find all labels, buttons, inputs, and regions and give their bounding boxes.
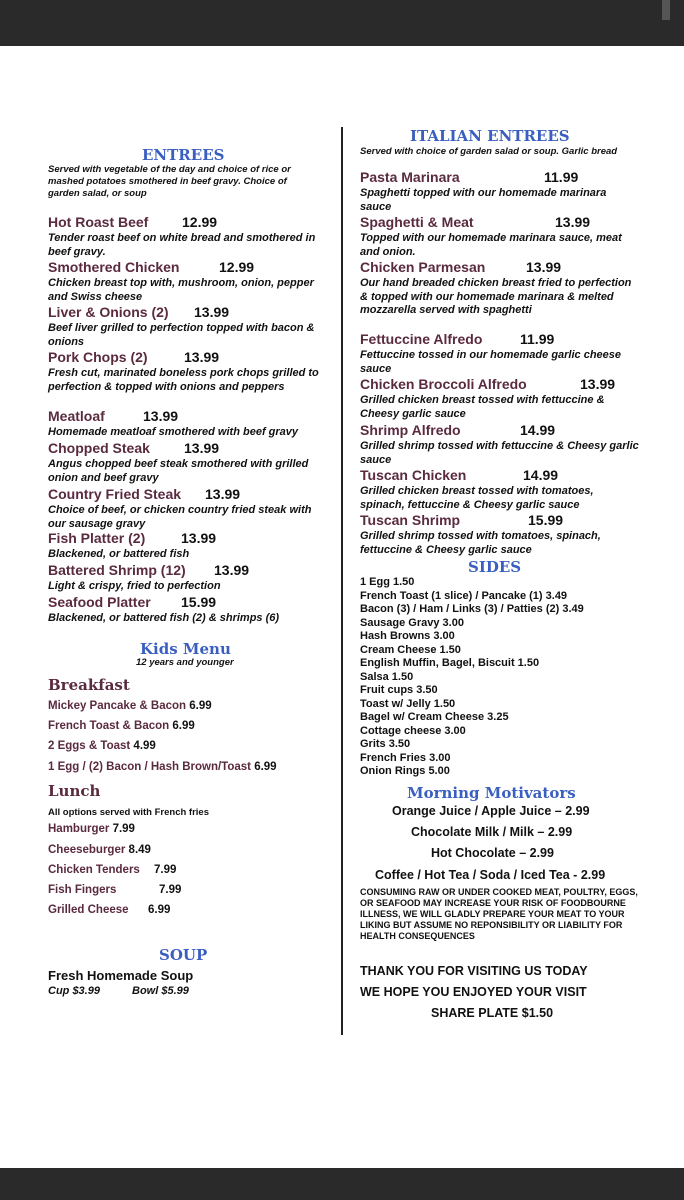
- kids-breakfast-item: [48, 761, 277, 773]
- morning-item: Hot Chocolate – 2.99: [431, 846, 554, 860]
- entree-description: Beef liver grilled to perfection topped with bacon & onions: [48, 322, 315, 348]
- side-item: French Fries 3.00: [360, 751, 451, 764]
- kids-lunch-item: [48, 844, 248, 856]
- kids-breakfast-item: [48, 700, 212, 712]
- lunch-title: Lunch: [48, 782, 101, 800]
- kids-item-name: Chicken Tenders: [48, 864, 140, 876]
- entree-price: 15.99: [181, 594, 217, 610]
- share-plate: SHARE PLATE $1.50: [431, 1006, 554, 1020]
- italian-price: 13.99: [526, 259, 562, 275]
- italian-price: 14.99: [523, 467, 559, 483]
- entree-description: Chicken breast top with, mushroom, onion, pepper and Swiss cheese: [48, 277, 314, 303]
- side-item: Grits 3.50: [360, 738, 411, 750]
- italian-item: [360, 214, 660, 232]
- kids-item-price: 7.99: [112, 823, 135, 835]
- side-item: Bacon (3) / Ham / Links (3) / Patties (2) 3.49: [360, 603, 584, 615]
- italian-name: Shrimp Alfredo: [360, 422, 461, 438]
- italian-entrees-note: Served with choice of garden salad or soup. Garlic bread: [360, 146, 618, 157]
- kids-lunch-item: [48, 823, 248, 835]
- italian-name: Tuscan Chicken: [360, 467, 467, 483]
- kids-breakfast-item: [48, 720, 195, 732]
- kids-item-name: 2 Eggs & Toast: [48, 740, 131, 752]
- entree-item: [48, 259, 333, 277]
- kids-lunch-item: [48, 904, 248, 916]
- side-item: Fruit cups 3.50: [360, 684, 438, 696]
- italian-item: [360, 512, 660, 530]
- breakfast-title: Breakfast: [48, 676, 130, 694]
- kids-lunch-item: [48, 864, 248, 876]
- entree-name: Pork Chops (2): [48, 349, 148, 365]
- italian-item: [360, 331, 660, 349]
- side-item: Cream Cheese 1.50: [360, 643, 461, 656]
- kids-item-price: 8.49: [128, 844, 151, 856]
- entree-price: 13.99: [205, 486, 241, 502]
- italian-description: Grilled chicken breast tossed with fettuccine & Cheesy garlic sauce: [360, 394, 605, 420]
- kids-item-name: Hamburger: [48, 823, 110, 835]
- entree-name: Fish Platter (2): [48, 530, 146, 546]
- entrees-note: Served with vegetable of the day and choice of rice or mashed potatoes smothered in beef gravy. Choice of garden salad, or soup: [48, 164, 291, 199]
- entree-price: 13.99: [214, 562, 250, 578]
- entree-description: Blackened, or battered fish (2) & shrimps (6): [48, 612, 280, 624]
- kids-item-name: 1 Egg / (2) Bacon / Hash Brown/Toast: [48, 761, 251, 773]
- italian-item: [360, 259, 660, 277]
- entree-description: Choice of beef, or chicken country fried steak with our sausage gravy: [48, 504, 312, 530]
- entree-name: Chopped Steak: [48, 440, 150, 456]
- entree-description: Angus chopped beef steak smothered with grilled onion and beef gravy: [48, 458, 309, 484]
- entree-item: [48, 440, 333, 458]
- entree-description: Blackened, or battered fish: [48, 548, 190, 560]
- italian-description: Our hand breaded chicken breast fried to perfection & topped with our homemade marinara & melted mozzarella served with spaghetti: [360, 277, 632, 316]
- kids-item-price: 6.99: [148, 904, 171, 916]
- italian-name: Pasta Marinara: [360, 169, 460, 185]
- kids-menu-subtitle: 12 years and younger: [136, 657, 234, 668]
- kids-item-price: 6.99: [189, 700, 212, 712]
- italian-description: Topped with our homemade marinara sauce, meat and onion.: [360, 232, 622, 258]
- top-bar: [0, 0, 684, 46]
- italian-price: 11.99: [544, 169, 579, 185]
- italian-description: Fettuccine tossed in our homemade garlic cheese sauce: [360, 349, 622, 375]
- entree-name: Smothered Chicken: [48, 259, 180, 275]
- entree-item: [48, 594, 333, 612]
- kids-item-name: French Toast & Bacon: [48, 720, 170, 732]
- morning-item: Orange Juice / Apple Juice – 2.99: [392, 804, 590, 818]
- italian-item: [360, 422, 660, 440]
- morning-motivators-title: Morning Motivators: [407, 784, 576, 802]
- italian-name: Tuscan Shrimp: [360, 512, 461, 528]
- italian-description: Grilled shrimp tossed with fettuccine & Cheesy garlic sauce: [360, 440, 639, 466]
- entree-item: [48, 486, 333, 504]
- italian-price: 14.99: [520, 422, 556, 438]
- entree-name: Battered Shrimp (12): [48, 562, 186, 578]
- kids-item-name: Fish Fingers: [48, 884, 117, 896]
- entree-name: Hot Roast Beef: [48, 214, 149, 230]
- entrees-title: ENTREES: [142, 146, 225, 164]
- kids-item-name: Cheeseburger: [48, 844, 126, 856]
- entree-name: Meatloaf: [48, 408, 105, 424]
- entree-price: 12.99: [182, 214, 218, 230]
- soup-name: [48, 967, 193, 985]
- italian-price: 13.99: [580, 376, 616, 392]
- side-item: Cottage cheese 3.00: [360, 724, 466, 737]
- entree-price: 13.99: [143, 408, 179, 424]
- side-item: Onion Rings 5.00: [360, 765, 450, 777]
- italian-price: 13.99: [555, 214, 591, 230]
- morning-item: Coffee / Hot Tea / Soda / Iced Tea - 2.99: [375, 868, 606, 882]
- italian-description: Spaghetti topped with our homemade marinara sauce: [360, 187, 607, 213]
- side-item: Salsa 1.50: [360, 670, 414, 683]
- morning-item: Chocolate Milk / Milk – 2.99: [411, 825, 573, 839]
- kids-breakfast-item: [48, 740, 156, 752]
- entree-name: Country Fried Steak: [48, 486, 182, 502]
- column-divider: [341, 127, 343, 1035]
- italian-name: Chicken Broccoli Alfredo: [360, 376, 527, 392]
- kids-item-name: Grilled Cheese: [48, 904, 129, 916]
- kids-item-price: 6.99: [254, 761, 277, 773]
- italian-item: [360, 467, 660, 485]
- thanks-line-2: WE HOPE YOU ENJOYED YOUR VISIT: [360, 985, 587, 999]
- kids-lunch-item: [48, 884, 248, 896]
- soup-cup: Cup $3.99: [48, 985, 100, 997]
- entree-price: 13.99: [181, 530, 217, 546]
- italian-description: Grilled shrimp tossed with tomatoes, spinach, fettuccine & Cheesy garlic sauce: [360, 530, 601, 556]
- italian-item: [360, 169, 660, 187]
- kids-menu-title: Kids Menu: [140, 640, 231, 658]
- entree-item: [48, 304, 333, 322]
- kids-item-name: Mickey Pancake & Bacon: [48, 700, 187, 712]
- entree-price: 12.99: [219, 259, 255, 275]
- soup-name-text: Fresh Homemade Soup: [48, 968, 194, 983]
- side-item: French Toast (1 slice) / Pancake (1) 3.49: [360, 589, 568, 602]
- menu-page: [0, 46, 684, 1168]
- entree-description: Homemade meatloaf smothered with beef gravy: [48, 426, 299, 438]
- entree-item: [48, 349, 333, 367]
- entree-item: [48, 214, 333, 232]
- kids-item-price: 6.99: [172, 720, 195, 732]
- entree-price: 13.99: [184, 440, 220, 456]
- italian-entrees-title: ITALIAN ENTREES: [410, 127, 570, 145]
- entree-name: Liver & Onions (2): [48, 304, 169, 320]
- soup-bowl: Bowl $5.99: [132, 985, 189, 997]
- entree-name: Seafood Platter: [48, 594, 151, 610]
- entree-description: Light & crispy, fried to perfection: [48, 580, 221, 592]
- entree-price: 13.99: [194, 304, 230, 320]
- thanks-line-1: THANK YOU FOR VISITING US TODAY: [360, 964, 588, 978]
- scroll-indicator: [662, 0, 670, 20]
- entree-description: Tender roast beef on white bread and smothered in beef gravy.: [48, 232, 316, 258]
- kids-item-price: 7.99: [154, 864, 177, 876]
- italian-item: [360, 376, 660, 394]
- entree-item: [48, 530, 333, 548]
- side-item: Hash Browns 3.00: [360, 630, 455, 642]
- entree-item: [48, 408, 333, 426]
- italian-name: Chicken Parmesan: [360, 259, 486, 275]
- soup-title: SOUP: [159, 946, 208, 964]
- lunch-note: All options served with French fries: [48, 807, 210, 818]
- italian-name: Fettuccine Alfredo: [360, 331, 483, 347]
- kids-item-price: 4.99: [133, 740, 156, 752]
- entree-price: 13.99: [184, 349, 220, 365]
- entree-description: Fresh cut, marinated boneless pork chops grilled to perfection & topped with onions and peppers: [48, 367, 319, 393]
- sides-title: SIDES: [468, 558, 522, 576]
- italian-name: Spaghetti & Meat: [360, 214, 474, 230]
- kids-item-price: 7.99: [159, 884, 182, 896]
- italian-description: Grilled chicken breast tossed with tomatoes, spinach, fettuccine & Cheesy garlic sauce: [360, 485, 594, 511]
- side-item: 1 Egg 1.50: [360, 576, 415, 588]
- side-item: Toast w/ Jelly 1.50: [360, 697, 456, 710]
- side-item: English Muffin, Bagel, Biscuit 1.50: [360, 657, 540, 669]
- side-item: Sausage Gravy 3.00: [360, 616, 464, 629]
- italian-price: 11.99: [520, 331, 555, 347]
- entree-item: [48, 562, 333, 580]
- bottom-bar: [0, 1168, 684, 1200]
- side-item: Bagel w/ Cream Cheese 3.25: [360, 711, 509, 723]
- italian-price: 15.99: [528, 512, 564, 528]
- food-safety-warning: CONSUMING RAW OR UNDER COOKED MEAT, POULTRY, EGGS, OR SEAFOOD MAY INCREASE YOUR RISK OF FOODBOURNE ILLNESS, WE WILL GLADLY PREPARE YOUR MEAT TO YOUR LIKING BUT ASSUME NO REPONSIBILITY OR LIABILITY FOR HEALTH CONSEQUENCES: [360, 887, 638, 941]
